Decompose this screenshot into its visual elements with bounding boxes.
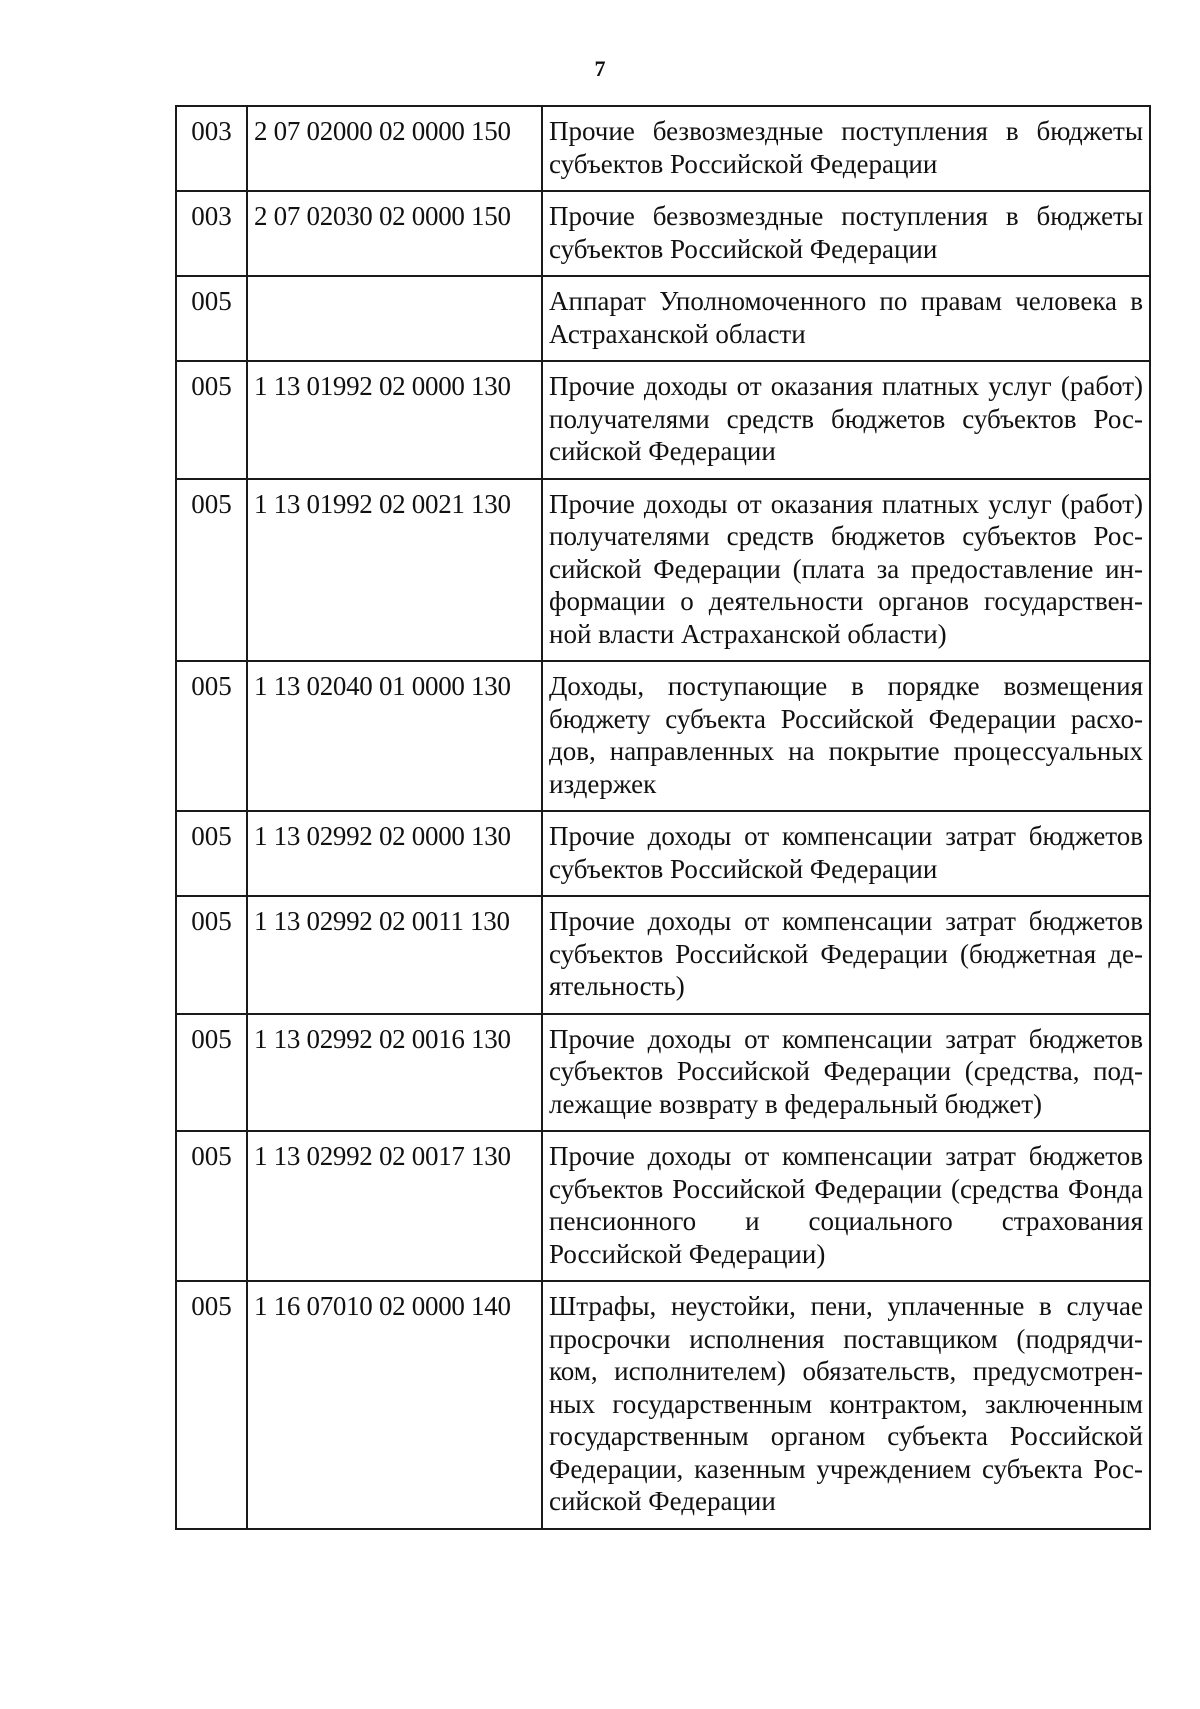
admin-code-cell: 005 — [176, 1131, 247, 1281]
table-row — [176, 1131, 1150, 1281]
admin-code-cell: 005 — [176, 479, 247, 662]
budget-classification-code-cell: 1 13 02992 02 0011 130 — [247, 896, 542, 1014]
revenue-name-cell: Прочие доходы от компенсации затрат бюджетов субъектов Российской Федерации — [542, 811, 1150, 896]
revenue-name-cell: Прочие безвозмездные поступления в бюджеты субъектов Российской Федерации — [542, 191, 1150, 276]
revenue-name-cell: Штрафы, неустойки, пени, уплаченные в случае просрочки исполнения поставщиком (подрядчиком, исполнителем) обязательств, предусмотренных государственным контрактом, заключенным государственным органом субъекта Российской Федерации, казенным учреждением субъекта Российской Федерации — [542, 1281, 1150, 1529]
table-row — [176, 1014, 1150, 1132]
admin-code-cell: 005 — [176, 1014, 247, 1132]
table-row — [176, 191, 1150, 276]
table-row — [176, 811, 1150, 896]
revenue-name-cell: Аппарат Уполномоченного по правам человека в Астраханской области — [542, 276, 1150, 361]
revenue-name-cell: Доходы, поступающие в порядке возмещения бюджету субъекта Российской Федерации расходов, направленных на покрытие процессуальных издержек — [542, 661, 1150, 811]
budget-classification-code-cell: 2 07 02000 02 0000 150 — [247, 106, 542, 191]
table-row — [176, 896, 1150, 1014]
admin-code-cell: 003 — [176, 106, 247, 191]
admin-code-cell: 005 — [176, 811, 247, 896]
revenue-name-cell: Прочие доходы от компенсации затрат бюджетов субъектов Российской Федерации (средства, подлежащие возврату в федеральный бюджет) — [542, 1014, 1150, 1132]
budget-classification-code-cell: 1 13 02992 02 0000 130 — [247, 811, 542, 896]
admin-code-cell: 005 — [176, 1281, 247, 1529]
table-row — [176, 276, 1150, 361]
budget-classification-code-cell: 1 13 02040 01 0000 130 — [247, 661, 542, 811]
budget-classification-code-cell: 1 13 02992 02 0017 130 — [247, 1131, 542, 1281]
admin-code-cell: 003 — [176, 191, 247, 276]
budget-classification-code-cell: 1 13 01992 02 0021 130 — [247, 479, 542, 662]
budget-classification-code-cell: 2 07 02030 02 0000 150 — [247, 191, 542, 276]
revenue-name-cell: Прочие доходы от оказания платных услуг (работ) получателями средств бюджетов субъектов Российской Федерации (плата за предоставление информации о деятельности органов государственной власти Астраханской области) — [542, 479, 1150, 662]
revenue-name-cell: Прочие доходы от компенсации затрат бюджетов субъектов Российской Федерации (бюджетная деятельность) — [542, 896, 1150, 1014]
budget-codes-table — [175, 105, 1151, 1530]
admin-code-cell: 005 — [176, 361, 247, 479]
budget-classification-code-cell: 1 13 02992 02 0016 130 — [247, 1014, 542, 1132]
revenue-name-cell: Прочие доходы от компенсации затрат бюджетов субъектов Российской Федерации (средства Фонда пенсионного и социального страхования Российской Федерации) — [542, 1131, 1150, 1281]
admin-code-cell: 005 — [176, 896, 247, 1014]
revenue-name-cell: Прочие безвозмездные поступления в бюджеты субъектов Российской Федерации — [542, 106, 1150, 191]
table-row — [176, 361, 1150, 479]
admin-code-cell: 005 — [176, 661, 247, 811]
budget-classification-code-cell: 1 13 01992 02 0000 130 — [247, 361, 542, 479]
table-row — [176, 661, 1150, 811]
admin-code-cell: 005 — [176, 276, 247, 361]
budget-classification-code-cell — [247, 276, 542, 361]
table-row — [176, 106, 1150, 191]
revenue-name-cell: Прочие доходы от оказания платных услуг (работ) получателями средств бюджетов субъектов Российской Федерации — [542, 361, 1150, 479]
budget-classification-code-cell: 1 16 07010 02 0000 140 — [247, 1281, 542, 1529]
table-row — [176, 1281, 1150, 1529]
table-row — [176, 479, 1150, 662]
page-number: 7 — [594, 56, 606, 81]
